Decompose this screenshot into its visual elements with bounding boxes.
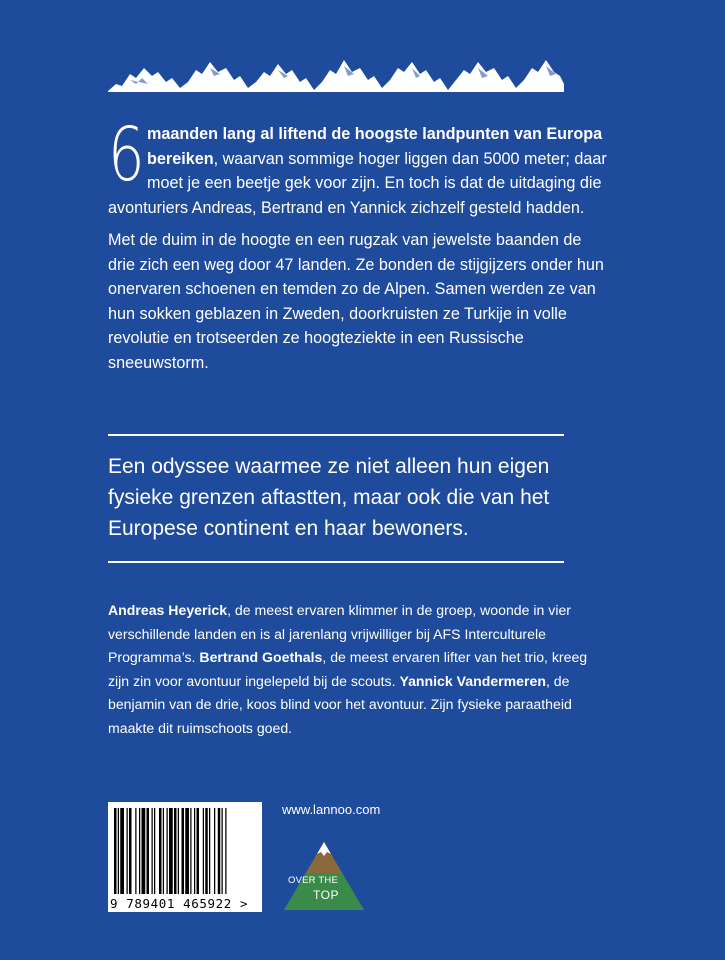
big-number-six: 6 (108, 112, 145, 198)
author-bio-yannick: , de benjamin van de drie, koos blind voor het avontuur. Zijn fysieke paraatheid maakte dit ruimschoots goed. (108, 672, 572, 736)
barcode-bars (114, 808, 256, 894)
intro-paragraph-1-rest: , waarvan sommige hoger liggen dan 5000 meter; daar moet je een beetje gek voor zijn. En toch is dat de uitdaging die avonturiers Andreas, Bertrand en Yannick zichzelf gesteld hadden. (108, 149, 607, 217)
author-bios (108, 599, 608, 740)
intro-paragraph-1 (108, 112, 608, 220)
isbn-number: 9 789401 465922 > (110, 896, 249, 911)
isbn-barcode (108, 802, 262, 912)
publisher-website[interactable]: www.lannoo.com (282, 802, 381, 817)
author-bio-bertrand: , de meest ervaren lifter van het trio, kreeg zijn zin voor avontuur ingelepeld bij de scouts. (108, 649, 588, 689)
logo-text-line-2: TOP (313, 888, 339, 902)
author-name-bertrand: Bertrand Goethals (199, 649, 323, 665)
author-name-yannick: Yannick Vandermeren (399, 672, 546, 689)
intro-text (108, 112, 608, 383)
author-bio-andreas: , de meest ervaren klimmer in de groep, woonde in vier verschillende landen en is al jarenlang vrijwilliger bij AFS Interculturele Programma’s. (108, 602, 571, 665)
logo-text-line-1: OVER THE (288, 875, 338, 886)
over-the-top-logo (284, 842, 364, 912)
intro-bold-lead: maanden lang al liftend de hoogste landpunten van Europa bereiken (147, 125, 603, 168)
author-name-andreas: Andreas Heyerick (108, 602, 228, 618)
pull-quote: Een odyssee waarmee ze niet alleen hun eigen fysieke grenzen aftastten, maar ook die van het Europese continent en haar bewoners. (108, 455, 550, 540)
divider-top (108, 434, 564, 436)
intro-paragraph-2: Met de duim in de hoogte en een rugzak van jewelste baanden de drie zich een weg door 47 landen. Ze bonden de stijgijzers onder hun onervaren schoenen en temden zo de Alpen. Samen werden ze van hun sokken geblazen in Zweden, doorkruisten ze Turkije in volle revolutie en trotseerden ze hoogteziekte in een Russische sneeuwstorm. (108, 231, 604, 372)
divider-bottom (108, 561, 564, 563)
mountain-range-illustration (108, 58, 564, 92)
